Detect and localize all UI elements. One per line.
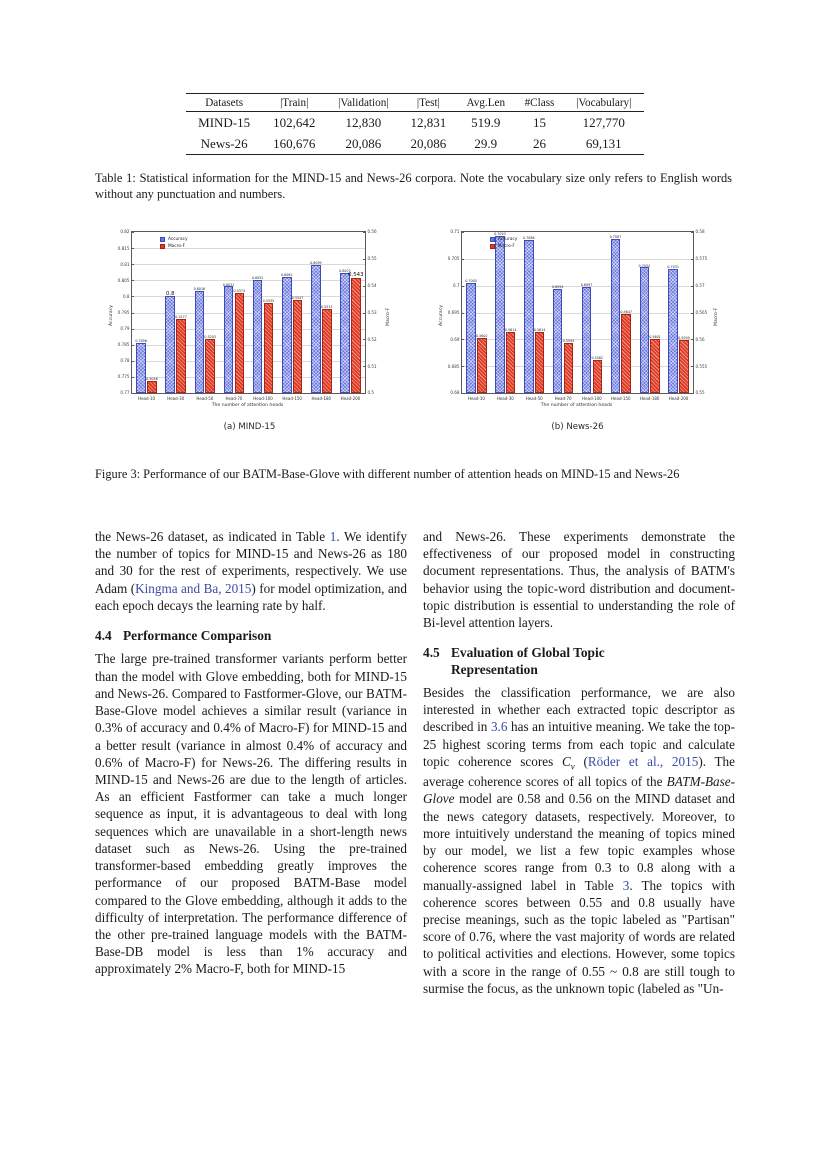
- body-column-left: [95, 528, 407, 978]
- legend-swatch-accuracy: [160, 237, 165, 242]
- bar-macro-f: [204, 334, 216, 393]
- bar-value-label: 0.6994: [551, 285, 564, 290]
- legend-swatch-macro-f: [160, 244, 165, 249]
- cell-news26-avglen: 29.9: [456, 133, 515, 155]
- section-title: Performance Comparison: [123, 628, 272, 644]
- y-tick-mark: [462, 339, 464, 340]
- y-tick-mark: [132, 329, 134, 330]
- y2-tick-mark: [363, 339, 365, 340]
- y-tick-mark: [132, 313, 134, 314]
- table-row: [186, 133, 644, 155]
- x-tick-label: Head-10: [138, 395, 156, 401]
- bar-macro-f: [678, 336, 690, 393]
- cell-mind15-vocabulary: 127,770: [564, 112, 644, 134]
- section-title-line1: Evaluation of Global Topic: [451, 645, 605, 661]
- bar-macro-f: [348, 271, 364, 393]
- bar-macro-f: [562, 338, 575, 393]
- y-tick-label: 0.78: [120, 358, 130, 364]
- math-symbol-cv: $C_v$: [561, 753, 575, 772]
- plot-area-news26: [447, 229, 708, 401]
- x-tick-label: Head-50: [525, 395, 543, 401]
- cell-mind15-dataset: MIND-15: [186, 112, 262, 134]
- col-test: |Test|: [401, 94, 457, 112]
- bar-macro-f: [476, 334, 488, 393]
- y-tick-mark: [132, 248, 134, 249]
- table-header-row: [186, 94, 644, 112]
- y2-tick-mark: [363, 366, 365, 367]
- section-heading-4-4: [95, 628, 407, 644]
- x-tick-label: Head-150: [611, 395, 631, 401]
- x-tick-label: Head-200: [668, 395, 689, 401]
- x-tick-label: Head-70: [225, 395, 243, 401]
- bar-macro-f: [175, 314, 187, 393]
- bar-macro-f: [649, 335, 661, 393]
- gridline: [132, 280, 365, 281]
- bar-accuracy: [251, 275, 264, 393]
- y2-tick-mark: [691, 232, 693, 233]
- x-tick-label: Head-30: [496, 395, 514, 401]
- y2-tick-label: 0.5: [367, 390, 375, 396]
- text-run: . We identify the number of topics for MIND-15 and News-26 as 180 and 30 for the rest of experiments, respectively. We use Adam (: [95, 529, 407, 596]
- subfigure-mind15: [97, 222, 402, 444]
- cell-news26-validation: 20,086: [326, 133, 400, 155]
- y2-tick-label: 0.56: [367, 229, 377, 235]
- y-tick-label: 0.815: [117, 245, 130, 251]
- bar-accuracy: [580, 283, 593, 393]
- legend-label: Accuracy: [167, 237, 188, 242]
- bar-value-label: 0.7005: [465, 279, 477, 284]
- y2-tick-label: 0.57: [695, 283, 705, 289]
- text-run: (: [574, 753, 588, 769]
- bar-value-label: 0.5647: [620, 310, 632, 315]
- y-tick-label: 0.795: [117, 309, 130, 315]
- paragraph-left-1: [95, 528, 407, 614]
- col-class: #Class: [515, 94, 563, 112]
- x-tick-label: Head-70: [554, 395, 572, 401]
- y-tick-label: 0.7: [452, 283, 460, 289]
- bar-value-label: 0.8016: [193, 287, 206, 292]
- y2-tick-mark: [691, 366, 693, 367]
- table-body: [186, 112, 644, 155]
- y2-tick-mark: [691, 393, 693, 394]
- text-run: . The topics with coherence scores between 0.55 and 0.8 usually have precise meanings, such as the topic labeled as "Partisan" score of 0.76, where the vast majority of words are related to political activities and elections. However, some topics with a score in the range of 0.55 ~ 0.8 are still tough to surmise the focus, as the unknown topic (labeled as "Un-: [423, 877, 735, 996]
- legend-swatch-accuracy: [490, 237, 495, 242]
- y-tick-label: 0.785: [117, 342, 130, 348]
- y2-tick-label: 0.555: [695, 363, 708, 369]
- figure-3-caption: Figure 3: Performance of our BATM-Base-Glove with different number of attention heads on MIND-15 and News-26: [95, 467, 680, 481]
- table-ref-1[interactable]: 1: [329, 529, 337, 544]
- y-tick-label: 0.68: [450, 390, 460, 396]
- bar-value-label: 0.7093: [494, 231, 506, 236]
- paragraph-left-2: The large pre-trained transformer variants perform better than the model with Glove embedding, both for MIND-15 and News-26. Compared to Fastformer-Glove, our BATM-Base-Glove model achieves a similar result (variance in 0.3% of accuracy and 0.4% of Macro-F) for MIND-15 and a better result (variance in almost 0.4% of accuracy and 0.6% of Macro-F) for News-26. The differing results in MIND-15 and News-26 are due to the length of articles. As an efficient Fastformer can take a much longer sequence as input, it is advantageous to deal with long sequences which are unavailable in a short-length news dataset such as News-26. Using the pre-trained transformer-based embedding greatly improves the performance of our proposed BATM-Base model compared to the Glove embedding, although it adds to the difficulty of interpretation. The performance difference of the other pre-trained language models with the BATM-Base-DB model is less than 1% accuracy and approximately 2% Macro-F, both for MIND-15: [95, 651, 407, 977]
- text-run: ) for model optimization, and each epoch decays the learning rate by half.: [95, 580, 407, 613]
- legend-entry: [490, 237, 518, 242]
- y2-tick-mark: [363, 286, 365, 287]
- cell-news26-test: 20,086: [401, 133, 457, 155]
- y-tick-label: 0.685: [447, 363, 460, 369]
- bar-value-label: 0.5313: [320, 305, 333, 310]
- citation-roder[interactable]: Röder et al., 2015: [587, 753, 699, 769]
- model-name-italic: BATM-Base-Glove: [423, 774, 735, 807]
- bar-accuracy: [280, 272, 293, 393]
- y2-tick-label: 0.54: [367, 283, 377, 289]
- col-vocabulary: |Vocabulary|: [564, 94, 644, 112]
- bar-accuracy: [135, 338, 147, 393]
- paragraph-right-1: and News-26. These experiments demonstrate the effectiveness of our proposed model in constructing document representations. Thus, the analysis of BATM's behavior using the topic-word distribution and document-topic distribution is essential to understanding the role of Bi-level attention layers.: [423, 529, 735, 631]
- cell-mind15-avglen: 519.9: [456, 112, 515, 134]
- x-tick-label: Head-100: [582, 395, 602, 401]
- cell-news26-vocabulary: 69,131: [564, 133, 644, 155]
- bar-value-label: 0.5374: [233, 288, 246, 293]
- y2-tick-label: 0.51: [367, 363, 377, 369]
- y-tick-label: 0.82: [120, 229, 130, 235]
- bar-value-label: 0.5594: [562, 338, 575, 343]
- bar-value-label: 0.8052: [251, 275, 264, 280]
- y-tick-mark: [462, 286, 464, 287]
- bar-value-label: 0.5562: [591, 355, 604, 360]
- bar-accuracy: [193, 287, 206, 393]
- bar-value-label: 0.5277: [175, 314, 187, 319]
- legend-swatch-macro-f: [490, 244, 495, 249]
- bar-value-label: 0.5602: [476, 334, 488, 339]
- y-tick-mark: [132, 264, 134, 265]
- table-1-caption: Table 1: Statistical information for the MIND-15 and News-26 corpora. Note the vocabulary size only refers to English words without any punctuation and numbers.: [95, 171, 732, 202]
- table-row: [186, 112, 644, 134]
- bar-value-label: 0.8072: [339, 269, 351, 274]
- bar-macro-f: [146, 376, 158, 393]
- bar-value-label: 0.543: [348, 271, 364, 278]
- legend-entry: [160, 237, 188, 242]
- bar-macro-f: [320, 305, 333, 393]
- y-tick-label: 0.775: [117, 374, 130, 380]
- subcaption-a: (a) MIND-15: [223, 422, 276, 432]
- y-tick-mark: [462, 259, 464, 260]
- x-axis-title-news26: The number of attention heads: [540, 403, 613, 408]
- cell-news26-dataset: News-26: [186, 133, 262, 155]
- bar-value-label: 0.6997: [580, 283, 593, 288]
- bar-value-label: 0.5599: [678, 336, 690, 341]
- table-header: [186, 94, 644, 112]
- y-tick-mark: [462, 313, 464, 314]
- bar-value-label: 0.7034: [638, 263, 651, 268]
- legend-label: Macro-F: [497, 244, 515, 249]
- cell-news26-class: 26: [515, 133, 563, 155]
- y2-tick-mark: [363, 313, 365, 314]
- y-tick-label: 0.81: [120, 261, 130, 267]
- y2-tick-label: 0.52: [367, 336, 377, 342]
- x-tick-label: Head-150: [282, 395, 302, 401]
- bar-accuracy: [638, 263, 651, 393]
- x-tick-label: Head-50: [196, 395, 214, 401]
- chart-news26: [425, 222, 730, 417]
- y2-tick-label: 0.55: [695, 390, 705, 396]
- cell-mind15-validation: 12,830: [326, 112, 400, 134]
- y2-tick-label: 0.53: [367, 309, 377, 315]
- y2-tick-mark: [691, 286, 693, 287]
- bar-accuracy: [551, 285, 564, 393]
- bar-accuracy: [523, 235, 535, 393]
- legend-label: Accuracy: [497, 237, 518, 242]
- y2-tick-mark: [363, 393, 365, 394]
- col-datasets: Datasets: [186, 94, 262, 112]
- x-tick-label: Head-10: [467, 395, 485, 401]
- text-run: ). The average coherence scores of all topics of the: [423, 753, 735, 790]
- bar-value-label: 0.8061: [280, 272, 293, 277]
- y-tick-label: 0.8: [122, 293, 130, 299]
- gridline: [132, 264, 365, 265]
- bar-value-label: 0.5347: [291, 296, 304, 301]
- bar-value-label: 0.8: [165, 290, 175, 297]
- section-number: 4.5: [423, 645, 440, 661]
- text-run: has an intuitive meaning. We take the top-25 highest scoring terms from each topic and calculate topic coherence scores: [423, 719, 735, 769]
- legend-label: Macro-F: [167, 244, 186, 249]
- y-tick-label: 0.79: [120, 326, 130, 331]
- x-tick-label: Head-180: [311, 395, 332, 401]
- bar-macro-f: [233, 288, 246, 393]
- x-axis-title-mind15: The number of attention heads: [211, 403, 284, 408]
- y-tick-mark: [132, 232, 134, 233]
- bar-accuracy: [667, 265, 679, 393]
- y2-axis-title-mind15: Macro-F: [386, 307, 391, 326]
- y2-axis-title-news26: Macro-F: [714, 307, 719, 326]
- bar-accuracy: [222, 282, 235, 393]
- bar-value-label: 0.5046: [146, 376, 158, 381]
- chart-legend: [160, 237, 188, 251]
- bar-accuracy: [465, 279, 477, 393]
- y-tick-mark: [462, 232, 464, 233]
- y2-tick-mark: [691, 259, 693, 260]
- col-validation: |Validation|: [326, 94, 400, 112]
- y2-tick-label: 0.58: [695, 229, 705, 235]
- y-tick-mark: [132, 296, 134, 297]
- chart-mind15: [97, 222, 402, 417]
- bar-value-label: 0.5614: [533, 328, 546, 333]
- y2-tick-mark: [363, 259, 365, 260]
- statistics-table: [186, 93, 644, 155]
- cell-mind15-class: 15: [515, 112, 563, 134]
- bar-value-label: 0.5601: [649, 335, 661, 339]
- y2-tick-label: 0.55: [367, 256, 377, 262]
- y-axis-title-news26: Accuracy: [439, 304, 444, 326]
- cell-mind15-test: 12,831: [401, 112, 457, 134]
- citation-kingma-ba[interactable]: Kingma and Ba, 2015: [135, 580, 252, 596]
- y2-tick-mark: [691, 339, 693, 340]
- table-ref-3[interactable]: 3: [622, 877, 630, 893]
- y2-tick-label: 0.56: [695, 336, 705, 342]
- y-tick-label: 0.71: [450, 229, 460, 235]
- cell-news26-train: 160,676: [262, 133, 326, 155]
- y-tick-mark: [132, 280, 134, 281]
- figure-3: [95, 222, 732, 444]
- bar-value-label: 0.8099: [310, 260, 322, 265]
- plot-area-mind15: [117, 229, 377, 401]
- subcaption-b: (b) News-26: [551, 422, 604, 432]
- y-tick-mark: [132, 393, 134, 394]
- text-run: model are 0.58 and 0.56 on the MIND dataset and the news category datasets, respectively. Moreover, to more intuitively understand the meaning of topics mined by our model, we list a few topic examples whose coherence scores range from 0.3 to 0.8 along with a manually-assigned label in Table: [423, 791, 735, 893]
- bar-macro-f: [291, 296, 304, 393]
- col-train: |Train|: [262, 94, 326, 112]
- y2-tick-label: 0.575: [695, 256, 708, 262]
- text-run: the News-26 dataset, as indicated in Table: [95, 529, 330, 544]
- y-tick-label: 0.69: [450, 336, 460, 342]
- y2-tick-mark: [363, 232, 365, 233]
- legend-entry: [160, 244, 188, 249]
- bar-macro-f: [533, 328, 546, 393]
- x-tick-label: Head-180: [639, 395, 660, 401]
- bar-accuracy: [609, 235, 622, 393]
- x-tick-label: Head-100: [253, 395, 273, 401]
- y-tick-label: 0.805: [117, 277, 130, 283]
- table-1: [186, 93, 644, 155]
- bar-accuracy: [310, 260, 322, 393]
- y-tick-label: 0.77: [120, 390, 130, 396]
- y-tick-mark: [132, 377, 134, 378]
- y-tick-label: 0.695: [447, 309, 460, 315]
- bar-value-label: 0.7856: [135, 338, 147, 343]
- bar-accuracy: [339, 269, 351, 393]
- section-number: 4.4: [95, 628, 112, 644]
- bar-value-label: 0.7086: [523, 235, 535, 240]
- legend-entry: [490, 244, 518, 249]
- bar-value-label: 0.5203: [204, 334, 216, 339]
- y-tick-mark: [132, 345, 134, 346]
- bar-value-label: 0.7087: [609, 235, 622, 240]
- subfigure-news26: [425, 222, 730, 444]
- bar-accuracy: [165, 290, 175, 393]
- bar-value-label: 0.8031: [222, 282, 235, 287]
- section-ref-3-6[interactable]: 3.6: [490, 719, 508, 735]
- x-tick-label: Head-200: [340, 395, 361, 401]
- col-avglen: Avg.Len: [456, 94, 515, 112]
- y-tick-mark: [462, 393, 464, 394]
- bar-value-label: 0.7031: [667, 265, 679, 270]
- bar-macro-f: [591, 355, 604, 393]
- section-title-line2: Representation: [451, 661, 538, 677]
- chart-legend: [490, 237, 518, 251]
- cell-mind15-train: 102,642: [262, 112, 326, 134]
- y-axis-title-mind15: Accuracy: [109, 304, 114, 326]
- y2-tick-mark: [691, 313, 693, 314]
- bar-macro-f: [620, 310, 632, 393]
- paragraph-right-2: [423, 684, 735, 997]
- text-run: Besides the classification performance, we are also interested in whether each extracted topic descriptor as described in: [423, 685, 735, 735]
- x-tick-label: Head-30: [167, 395, 185, 401]
- y-tick-label: 0.705: [447, 256, 460, 262]
- y-tick-mark: [132, 361, 134, 362]
- bar-macro-f: [504, 328, 517, 393]
- bar-value-label: 0.5335: [262, 299, 275, 304]
- y-tick-mark: [462, 366, 464, 367]
- y2-tick-label: 0.565: [695, 309, 708, 315]
- bar-value-label: 0.5614: [504, 328, 517, 333]
- bar-macro-f: [262, 299, 275, 393]
- section-heading-4-5: [423, 645, 735, 678]
- body-column-right: [423, 528, 735, 997]
